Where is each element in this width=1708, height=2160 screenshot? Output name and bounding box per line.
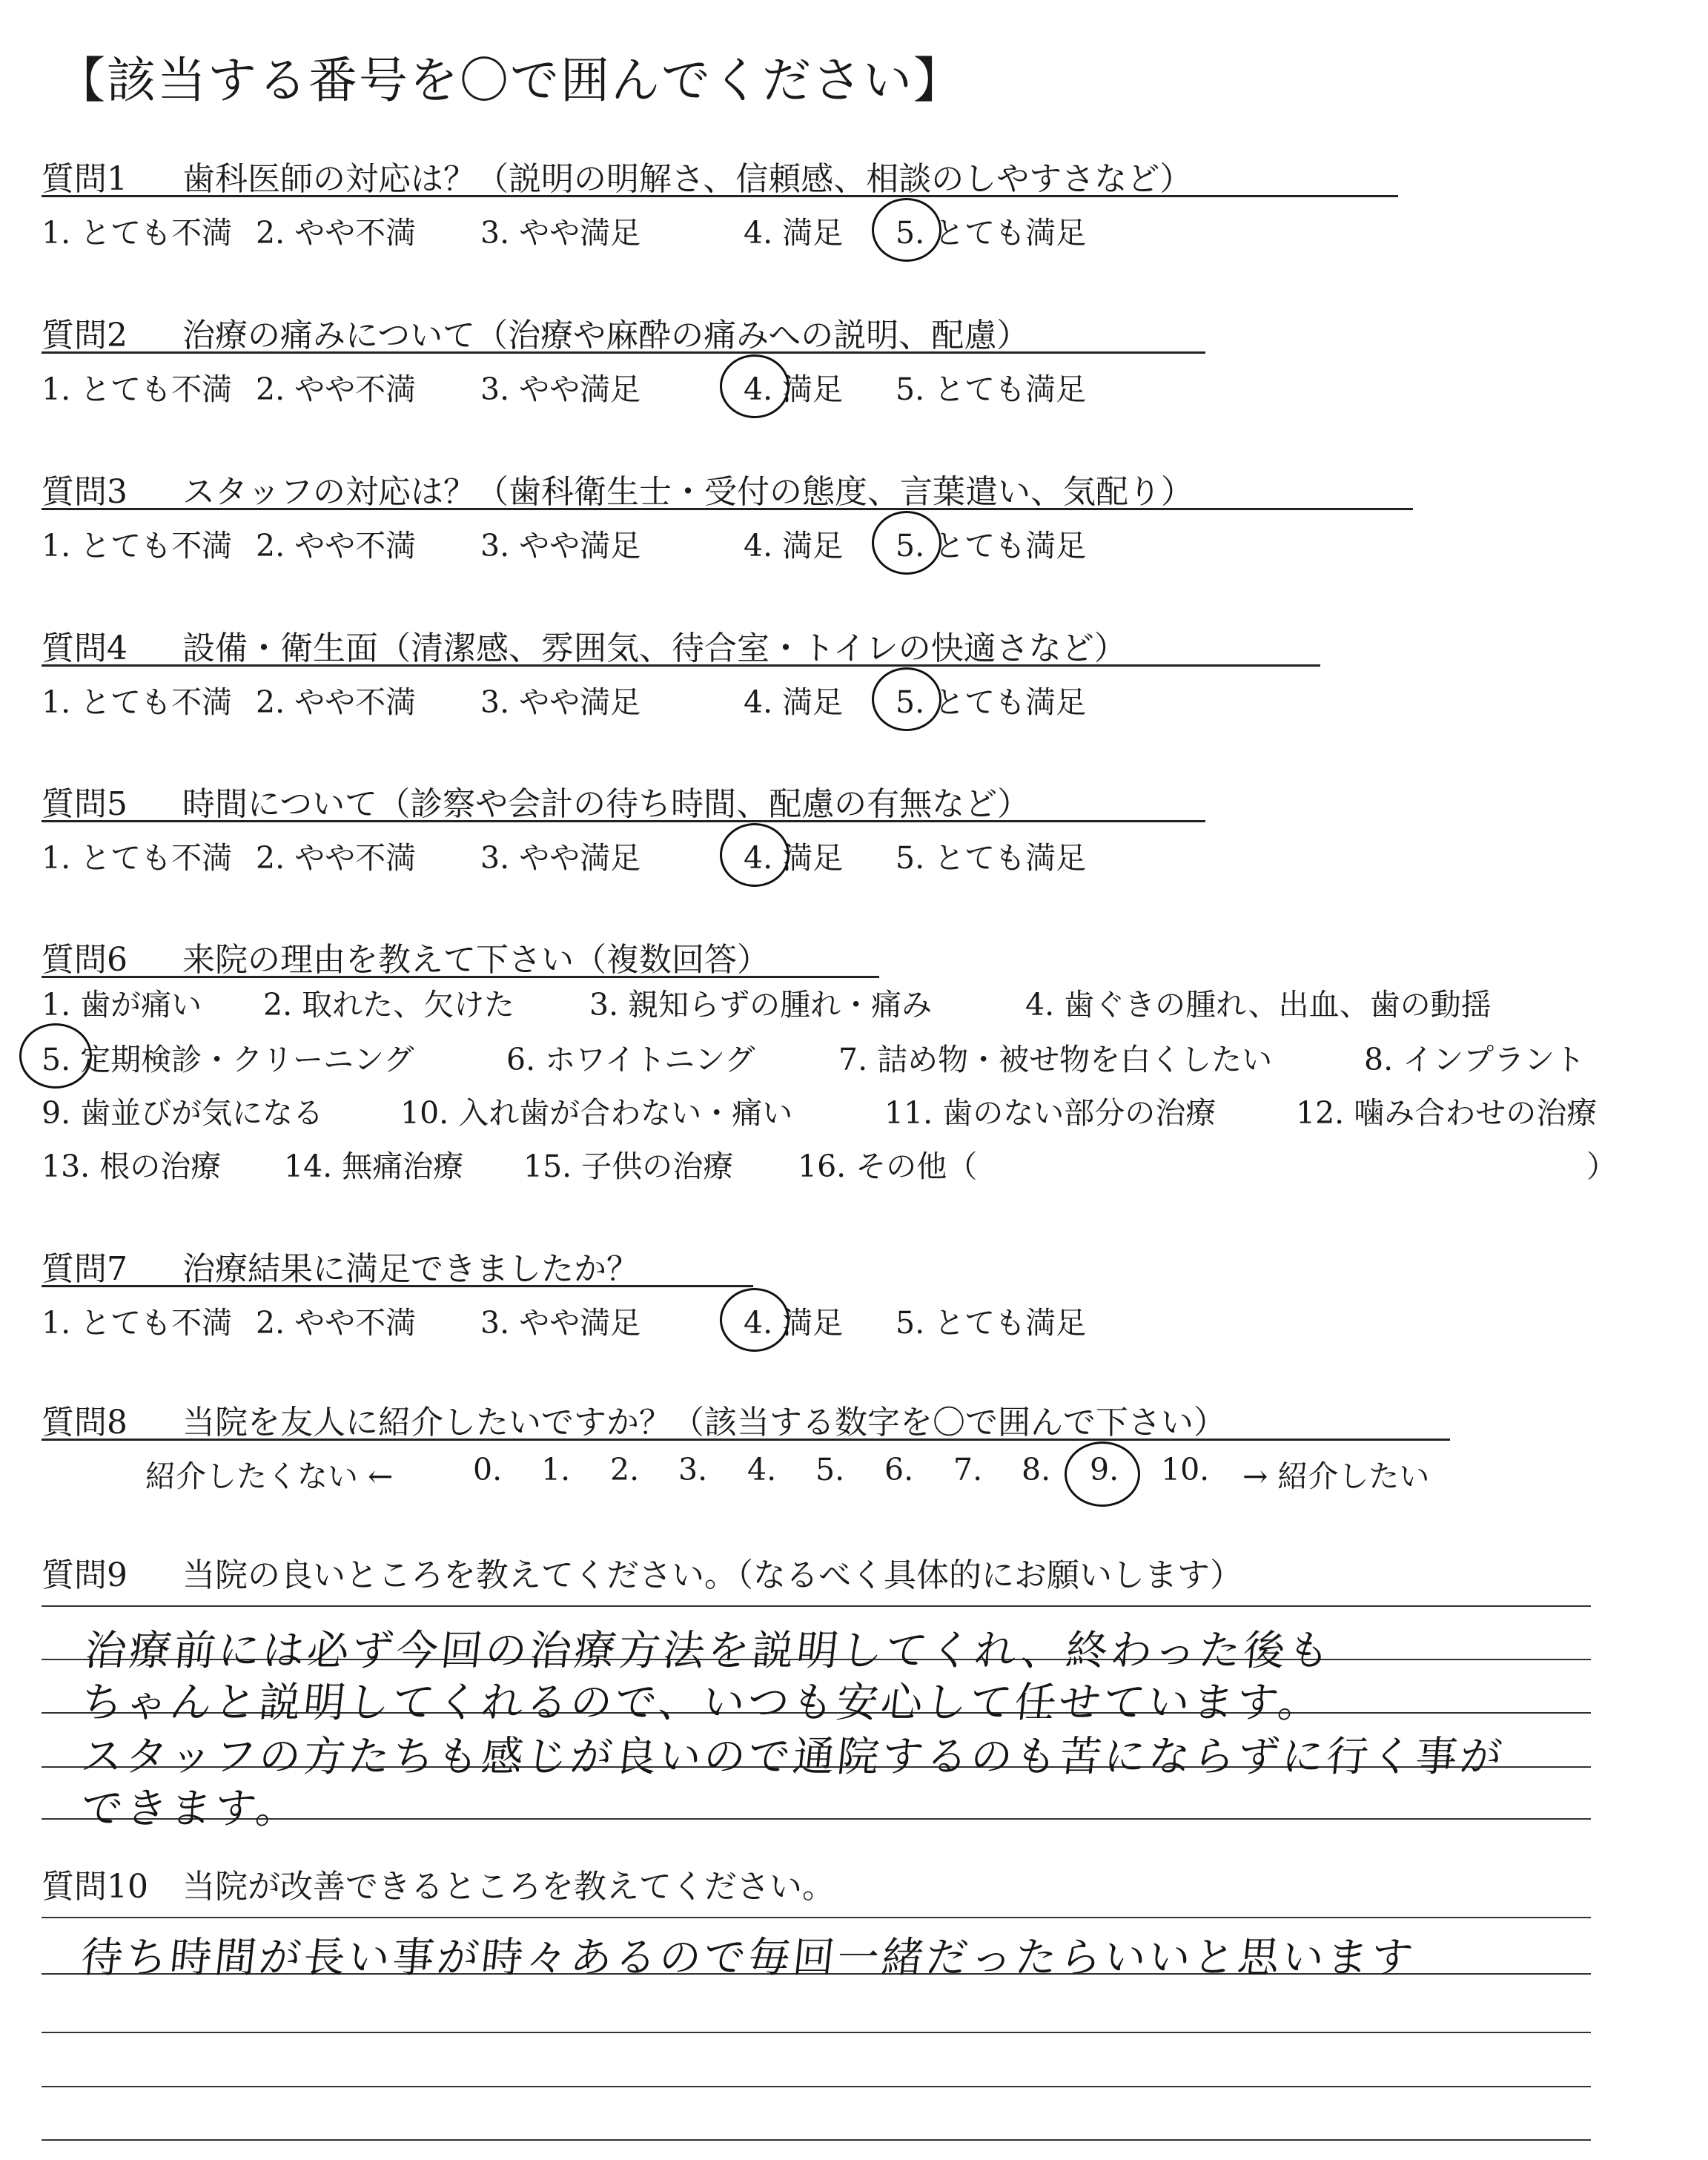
question-2-selected-circle xyxy=(720,354,790,418)
question-1-option-4[interactable]: 4. 満足 xyxy=(744,215,844,251)
referral-scale-7[interactable]: 7. xyxy=(953,1452,983,1487)
reason-option-4[interactable]: 4. 歯ぐきの腫れ、出血、歯の動揺 xyxy=(1025,987,1492,1023)
question-7-option-4[interactable]: 4. 満足 xyxy=(744,1305,844,1341)
referral-scale-1[interactable]: 1. xyxy=(541,1452,571,1487)
answer-rule xyxy=(42,2086,1591,2087)
reason-option-16[interactable]: 16. その他（ xyxy=(798,1149,978,1184)
question-10-answer-line[interactable]: 待ち時間が長い事が時々あるので毎回一緒だったらいいと思います xyxy=(79,1934,1418,1982)
question-4-option-4[interactable]: 4. 満足 xyxy=(744,684,844,720)
reason-option-11[interactable]: 11. 歯のない部分の治療 xyxy=(884,1095,1217,1131)
question-9-text: 当院の良いところを教えてください。（なるべく具体的にお願いします） xyxy=(182,1556,1242,1594)
reason-option-15[interactable]: 15. 子供の治療 xyxy=(523,1149,734,1184)
question-3-number: 質問3 xyxy=(42,473,128,511)
question-6-text: 来院の理由を教えて下さい（複数回答） xyxy=(182,941,769,979)
reason-option-8[interactable]: 8. インプラント xyxy=(1364,1042,1586,1077)
reason-option-17[interactable]: ） xyxy=(1586,1149,1617,1184)
reason-option-6[interactable]: 6. ホワイトニング xyxy=(506,1042,755,1077)
question-7-text: 治療結果に満足できましたか？ xyxy=(182,1250,639,1288)
question-3-option-2[interactable]: 2. やや不満 xyxy=(256,528,417,564)
question-1-label xyxy=(42,152,1192,199)
question-1-number: 質問1 xyxy=(42,160,128,198)
question-6-underline xyxy=(42,976,879,978)
question-3-selected-circle xyxy=(872,511,941,575)
question-5-option-3[interactable]: 3. やや満足 xyxy=(480,840,641,876)
question-9-answer-line[interactable]: 治療前には必ず今回の治療方法を説明してくれ、終わった後も xyxy=(82,1627,1335,1675)
question-1-option-5[interactable]: 5. とても満足 xyxy=(896,215,1087,251)
question-5-option-4[interactable]: 4. 満足 xyxy=(744,840,844,876)
referral-scale-0[interactable]: 0. xyxy=(473,1452,503,1487)
reason-option-13[interactable]: 13. 根の治療 xyxy=(42,1149,222,1184)
question-9-answer-line[interactable]: できます。 xyxy=(79,1785,303,1833)
question-9-answer-line[interactable]: ちゃんと説明してくれるので、いつも安心して任せています。 xyxy=(79,1679,1325,1727)
question-4-option-3[interactable]: 3. やや満足 xyxy=(480,684,641,720)
question-3-underline xyxy=(42,508,1413,510)
referral-scale-6[interactable]: 6. xyxy=(884,1452,914,1487)
question-4-number: 質問4 xyxy=(42,630,128,667)
question-1-text: 歯科医師の対応は？（説明の明解さ、信頼感、相談のしやすさなど） xyxy=(182,160,1193,198)
referral-high-label: → 紹介したい xyxy=(1242,1459,1430,1494)
question-1-option-2[interactable]: 2. やや不満 xyxy=(256,215,417,251)
referral-scale-9[interactable]: 9. xyxy=(1090,1452,1119,1487)
answer-rule xyxy=(42,2139,1591,2141)
question-4-text: 設備・衛生面（清潔感、雰囲気、待合室・トイレの快適さなど） xyxy=(182,630,1127,667)
referral-low-label: 紹介したくない ← xyxy=(145,1459,394,1494)
reason-option-2[interactable]: 2. 取れた、欠けた xyxy=(263,987,515,1023)
question-4-option-2[interactable]: 2. やや不満 xyxy=(256,684,417,720)
question-3-label xyxy=(42,465,1194,512)
question-10-label xyxy=(42,1860,835,1907)
question-5-text: 時間について（診察や会計の待ち時間、配慮の有無など） xyxy=(182,785,1030,823)
question-2-option-5[interactable]: 5. とても満足 xyxy=(896,371,1087,407)
question-8-underline xyxy=(42,1439,1450,1441)
question-2-option-3[interactable]: 3. やや満足 xyxy=(480,371,641,407)
question-8-number: 質問8 xyxy=(42,1404,128,1441)
question-9-answer-line[interactable]: スタッフの方たちも感じが良いので通院するのも苦にならずに行く事が xyxy=(79,1733,1507,1781)
question-4-underline xyxy=(42,664,1320,667)
question-5-option-5[interactable]: 5. とても満足 xyxy=(896,840,1087,876)
question-1-option-1[interactable]: 1. とても不満 xyxy=(42,215,233,251)
reason-option-12[interactable]: 12. 噛み合わせの治療 xyxy=(1296,1095,1598,1131)
question-9-label xyxy=(42,1548,1242,1596)
reason-option-7[interactable]: 7. 詰め物・被せ物を白くしたい xyxy=(838,1042,1273,1077)
reason-option-1[interactable]: 1. 歯が痛い xyxy=(42,987,202,1023)
question-8-label xyxy=(42,1396,1226,1443)
referral-selected-circle xyxy=(1065,1441,1140,1507)
question-2-label xyxy=(42,308,1029,356)
question-1-selected-circle xyxy=(872,198,941,262)
question-10-number: 質問10 xyxy=(42,1868,148,1906)
reason-option-5[interactable]: 5. 定期検診・クリーニング xyxy=(42,1042,414,1077)
question-3-option-5[interactable]: 5. とても満足 xyxy=(896,528,1087,564)
question-7-selected-circle xyxy=(720,1288,790,1352)
question-5-selected-circle xyxy=(720,823,790,887)
question-7-underline xyxy=(42,1285,753,1287)
question-2-text: 治療の痛みについて（治療や麻酔の痛みへの説明、配慮） xyxy=(182,317,1030,354)
reason-option-14[interactable]: 14. 無痛治療 xyxy=(284,1149,464,1184)
reason-option-9[interactable]: 9. 歯並びが気になる xyxy=(42,1095,324,1131)
question-5-label xyxy=(42,777,1030,825)
question-5-option-2[interactable]: 2. やや不満 xyxy=(256,840,417,876)
reason-option-3[interactable]: 3. 親知らずの腫れ・痛み xyxy=(589,987,933,1023)
question-7-option-2[interactable]: 2. やや不満 xyxy=(256,1305,417,1341)
question-7-option-1[interactable]: 1. とても不満 xyxy=(42,1305,233,1341)
answer-rule xyxy=(42,1605,1591,1607)
question-1-option-3[interactable]: 3. やや満足 xyxy=(480,215,641,251)
answer-rule xyxy=(42,1917,1591,1918)
question-7-label xyxy=(42,1242,639,1289)
reason-option-10[interactable]: 10. 入れ歯が合わない・痛い xyxy=(400,1095,793,1131)
question-3-option-1[interactable]: 1. とても不満 xyxy=(42,528,233,564)
question-2-option-1[interactable]: 1. とても不満 xyxy=(42,371,233,407)
referral-scale-2[interactable]: 2. xyxy=(610,1452,640,1487)
referral-scale-5[interactable]: 5. xyxy=(815,1452,845,1487)
question-4-option-5[interactable]: 5. とても満足 xyxy=(896,684,1087,720)
question-6-label xyxy=(42,933,769,980)
question-5-number: 質問5 xyxy=(42,785,128,823)
answer-rule xyxy=(42,2032,1591,2033)
question-4-selected-circle xyxy=(872,667,941,731)
question-3-option-3[interactable]: 3. やや満足 xyxy=(480,528,641,564)
reason-selected-circle xyxy=(19,1023,92,1089)
question-6-number: 質問6 xyxy=(42,941,128,979)
question-1-underline xyxy=(42,195,1398,197)
question-2-number: 質問2 xyxy=(42,317,128,354)
referral-scale-3[interactable]: 3. xyxy=(678,1452,708,1487)
question-4-label xyxy=(42,621,1127,669)
question-5-underline xyxy=(42,820,1205,822)
question-7-option-5[interactable]: 5. とても満足 xyxy=(896,1305,1087,1341)
referral-scale-8[interactable]: 8. xyxy=(1022,1452,1051,1487)
question-9-number: 質問9 xyxy=(42,1556,128,1594)
question-7-option-3[interactable]: 3. やや満足 xyxy=(480,1305,641,1341)
question-2-underline xyxy=(42,351,1205,354)
referral-scale-4[interactable]: 4. xyxy=(747,1452,777,1487)
question-3-text: スタッフの対応は？（歯科衛生士・受付の態度、言葉遣い、気配り） xyxy=(182,473,1194,511)
referral-scale-10[interactable]: 10. xyxy=(1161,1452,1210,1487)
question-2-option-2[interactable]: 2. やや不満 xyxy=(256,371,417,407)
form-heading: 【該当する番号を〇で囲んでください】 xyxy=(56,52,964,109)
question-2-option-4[interactable]: 4. 満足 xyxy=(744,371,844,407)
question-5-option-1[interactable]: 1. とても不満 xyxy=(42,840,233,876)
question-8-text: 当院を友人に紹介したいですか？（該当する数字を〇で囲んで下さい） xyxy=(182,1404,1226,1441)
question-10-text: 当院が改善できるところを教えてください。 xyxy=(182,1868,835,1906)
question-4-option-1[interactable]: 1. とても不満 xyxy=(42,684,233,720)
question-3-option-4[interactable]: 4. 満足 xyxy=(744,528,844,564)
question-7-number: 質問7 xyxy=(42,1250,128,1288)
